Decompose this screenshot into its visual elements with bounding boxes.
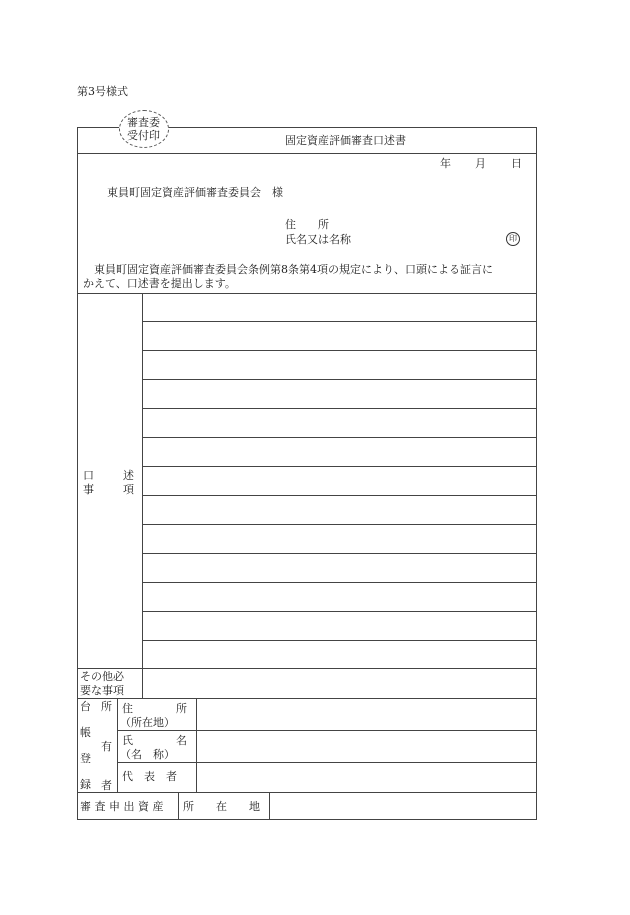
owner-name-sub: （名 称） <box>120 748 175 761</box>
date-year: 年 <box>440 157 451 170</box>
owner-address-sub: （所在地） <box>120 716 175 729</box>
owner-vertical-left-4: 録 <box>80 778 91 791</box>
owner-row-line <box>117 730 537 731</box>
owner-vertical-right-2: 有 <box>101 740 112 753</box>
owner-vertical-divider <box>117 698 118 792</box>
oral-row-line <box>142 611 537 612</box>
title-divider <box>77 153 537 154</box>
oral-row-line <box>142 640 537 641</box>
oral-row-line <box>142 553 537 554</box>
other-matters-line-2: 要な事項 <box>80 684 124 697</box>
oral-row-line <box>142 350 537 351</box>
owner-representative-label: 代 表 者 <box>122 770 177 783</box>
date-month: 月 <box>475 157 486 170</box>
other-section-top <box>77 668 537 669</box>
oral-label-1a: 口 <box>83 469 94 482</box>
statement-line-2: かえて、口述書を提出します。 <box>83 277 236 290</box>
oral-row-line <box>142 466 537 467</box>
asset-location-divider <box>269 792 270 820</box>
owner-vertical-left-3: 登 <box>80 752 91 765</box>
owner-name-label-b: 名 <box>176 734 187 747</box>
owner-vertical-right-3: 者 <box>101 779 112 792</box>
asset-label: 審 査 申 出 資 産 <box>80 800 164 813</box>
date-day: 日 <box>511 157 522 170</box>
oral-row-line <box>142 524 537 525</box>
oral-row-line <box>142 582 537 583</box>
owner-name-label-a: 氏 <box>122 734 133 747</box>
owner-address-label-a: 住 <box>122 702 133 715</box>
statement-line-1: 東員町固定資産評価審査委員会条例第8条第4項の規定により、口頭による証言に <box>83 263 493 276</box>
owner-row-line <box>117 762 537 763</box>
oral-section-top <box>77 293 537 294</box>
oral-label-1b: 述 <box>123 469 134 482</box>
form-number: 第3号様式 <box>77 85 128 98</box>
owner-label-divider <box>196 698 197 792</box>
stamp-line-2: 受付印 <box>127 129 160 142</box>
owner-address-label-b: 所 <box>176 702 187 715</box>
asset-location-label: 所 在 地 <box>183 800 260 813</box>
owner-vertical-right-1: 所 <box>101 700 112 713</box>
owner-vertical-left-1: 台 <box>80 700 91 713</box>
asset-row-top <box>77 792 537 793</box>
oral-row-line <box>142 321 537 322</box>
oral-row-line <box>142 437 537 438</box>
seal-mark: 印 <box>506 232 520 246</box>
form-title: 固定資産評価審査口述書 <box>285 134 406 147</box>
address-label: 住 所 <box>285 218 329 231</box>
other-matters-line-1: その他必 <box>80 670 124 683</box>
oral-label-2b: 項 <box>123 483 134 496</box>
oral-row-line <box>142 379 537 380</box>
oral-row-line <box>142 495 537 496</box>
name-label: 氏名又は名称 <box>285 233 351 246</box>
reception-stamp <box>119 110 169 148</box>
owner-vertical-left-2: 帳 <box>80 726 91 739</box>
stamp-line-1: 審査委 <box>127 116 160 129</box>
owner-section-top <box>77 698 537 699</box>
oral-label-2a: 事 <box>83 483 94 496</box>
asset-label-divider <box>178 792 179 820</box>
addressee: 東員町固定資産評価審査委員会 様 <box>107 186 283 199</box>
oral-row-line <box>142 408 537 409</box>
